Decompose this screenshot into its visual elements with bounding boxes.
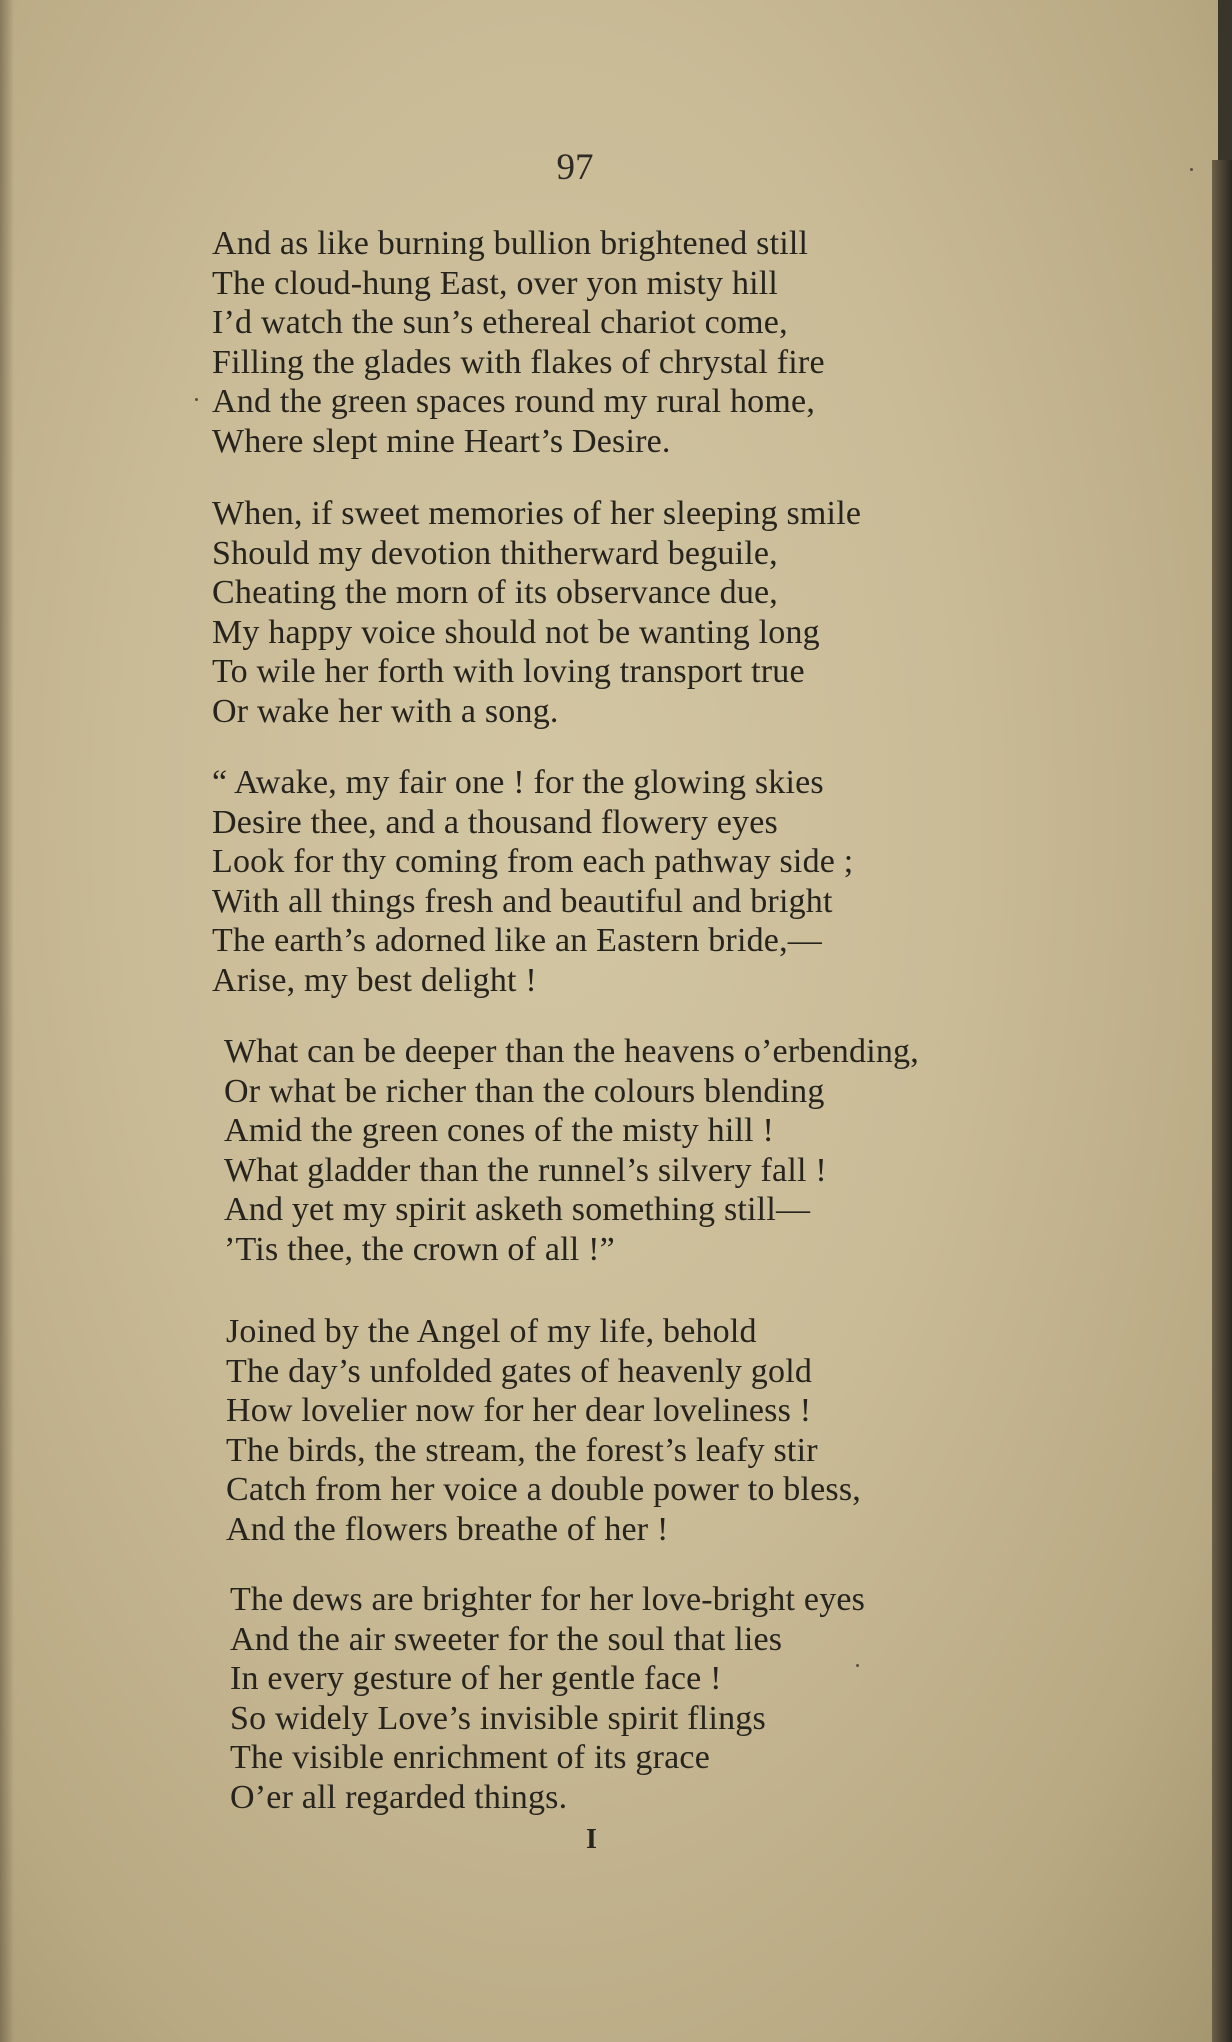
poem-line: Filling the glades with flakes of chrystal fire <box>212 343 825 381</box>
stanza-3 <box>212 763 853 1000</box>
poem-line: How lovelier now for her dear loveliness ! <box>226 1392 812 1429</box>
poem-line: I’d watch the sun’s ethereal chariot come, <box>212 304 788 341</box>
poem-line: The cloud-hung East, over yon misty hill <box>212 264 779 302</box>
printer-signature-mark: I <box>586 1824 597 1855</box>
paper-speck <box>1190 168 1193 171</box>
poem-line: The birds, the stream, the forest’s leafy stir <box>226 1431 818 1469</box>
poem-line: Joined by the Angel of my life, behold <box>226 1313 757 1350</box>
poem-line: What can be deeper than the heavens o’erbending, <box>224 1033 919 1070</box>
poem-line: When, if sweet memories of her sleeping smile <box>212 495 862 532</box>
poem-line: And as like burning bullion brightened still <box>212 225 809 262</box>
poem-line: To wile her forth with loving transport true <box>212 653 805 690</box>
poem-line: Or wake her with a song. <box>212 692 559 730</box>
poem-line: And the green spaces round my rural home, <box>212 383 816 420</box>
poem-line: “ Awake, my fair one ! for the glowing skies <box>212 764 824 801</box>
page-gutter-shadow <box>0 0 14 2042</box>
poem-line: ’Tis thee, the crown of all !” <box>224 1230 615 1268</box>
stanza-4 <box>224 1032 919 1269</box>
poem-line: The dews are brighter for her love-bright eyes <box>230 1581 866 1618</box>
poem-line: O’er all regarded things. <box>230 1778 568 1816</box>
poem-line: And yet my spirit asketh something still— <box>224 1191 811 1228</box>
paper-speck <box>195 398 198 401</box>
paper-speck <box>856 1664 859 1667</box>
page-number: 97 <box>556 147 594 188</box>
stanza-6 <box>230 1580 865 1817</box>
adjacent-page-edge <box>1212 160 1232 2042</box>
poem-line: So widely Love’s invisible spirit flings <box>230 1699 766 1737</box>
poem-line: And the flowers breathe of her ! <box>226 1510 669 1548</box>
poem-line: Amid the green cones of the misty hill ! <box>224 1112 774 1149</box>
poem-line: And the air sweeter for the soul that lies <box>230 1620 783 1658</box>
poem-line: The visible enrichment of its grace <box>230 1739 710 1776</box>
poem-line: Where slept mine Heart’s Desire. <box>212 422 671 460</box>
poem-line: My happy voice should not be wanting long <box>212 613 820 651</box>
stanza-2 <box>212 494 861 731</box>
poem-line: Catch from her voice a double power to bless, <box>226 1471 861 1508</box>
stanza-5 <box>226 1312 861 1549</box>
poem-line: In every gesture of her gentle face ! <box>230 1660 722 1697</box>
poem-line: What gladder than the runnel’s silvery fall ! <box>224 1151 827 1189</box>
poem-line: Or what be richer than the colours blending <box>224 1072 825 1110</box>
poem-line: With all things fresh and beautiful and bright <box>212 882 833 920</box>
poem-line: Cheating the morn of its observance due, <box>212 574 779 611</box>
poem-line: The earth’s adorned like an Eastern bride,— <box>212 922 822 959</box>
poem-line: Arise, my best delight ! <box>212 961 537 999</box>
stanza-1 <box>212 224 825 461</box>
poem-line: Look for thy coming from each pathway side ; <box>212 843 854 880</box>
poem-line: Should my devotion thitherward beguile, <box>212 534 778 572</box>
poem-line: The day’s unfolded gates of heavenly gold <box>226 1352 813 1390</box>
poem-line: Desire thee, and a thousand flowery eyes <box>212 803 778 841</box>
